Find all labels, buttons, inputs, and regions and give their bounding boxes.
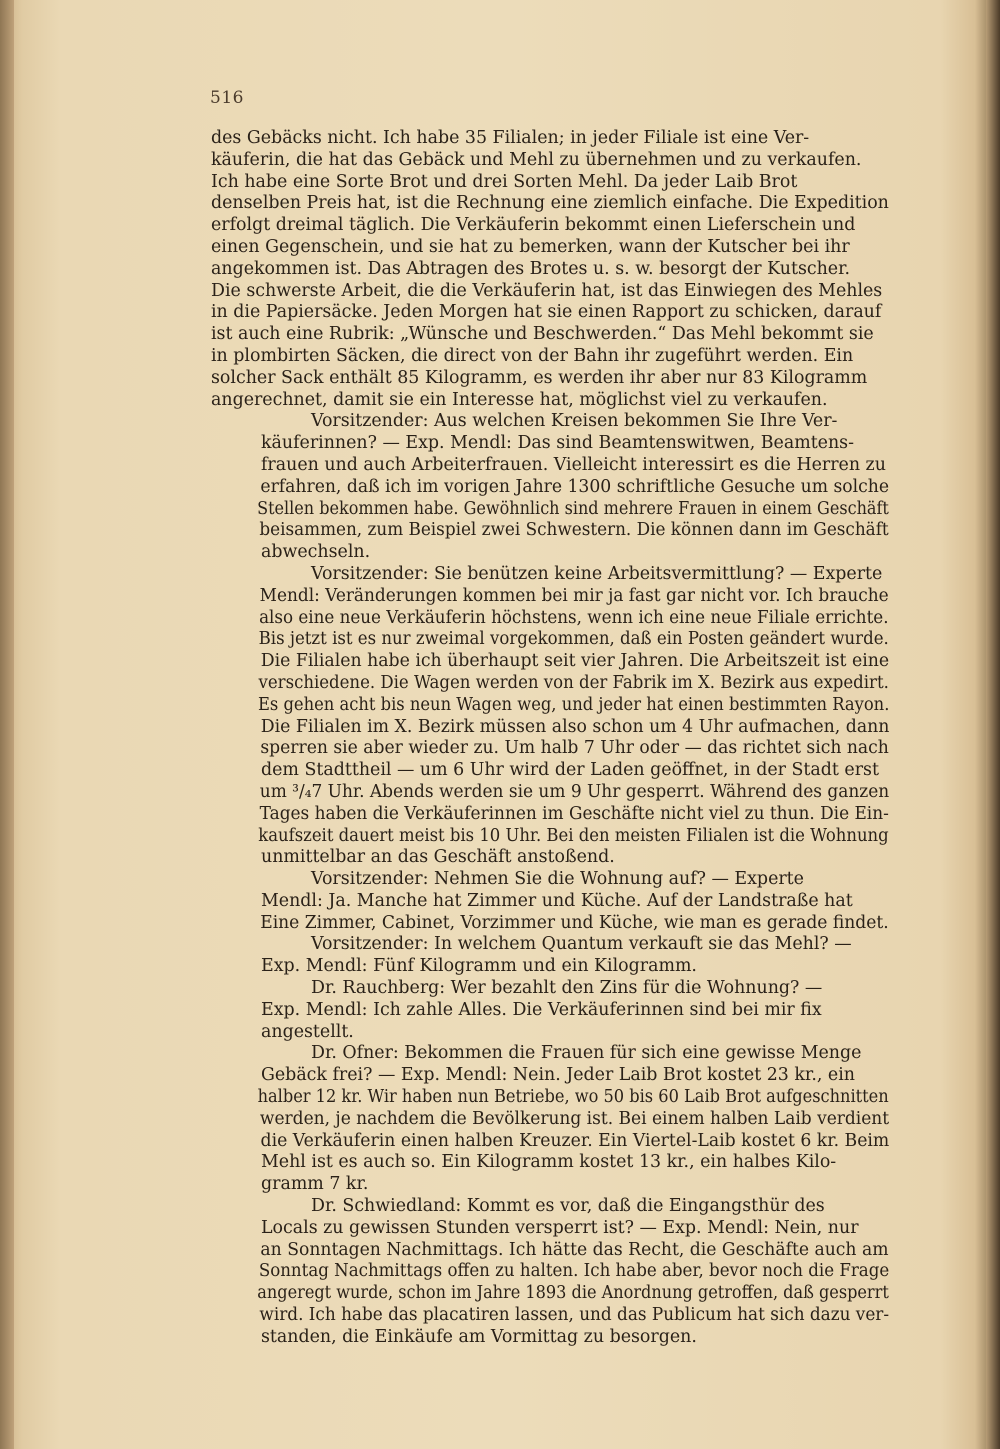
text-line: des Gebäcks nicht. Ich habe 35 Filialen; in jeder Filiale ist eine Ver- (211, 128, 810, 148)
text-line: Vorsitzender: Sie benützen keine Arbeitsvermittlung? — Experte (311, 563, 883, 584)
text-line: angerechnet, damit sie ein Interesse hat, möglichst viel zu verkaufen. (211, 389, 828, 410)
text-line: solcher Sack enthält 85 Kilogramm, es werden ihr aber nur 83 Kilogramm (211, 367, 868, 388)
text-line: sperren sie aber wieder zu. Um halb 7 Uhr oder — das richtet sich nach (260, 738, 889, 759)
paragraph (211, 1043, 889, 1196)
page-edge-shadow (986, 0, 1000, 1449)
text-line: werden, je nachdem die Bevölkerung ist. Bei einem halben Laib verdient (259, 1108, 890, 1129)
text-line: erfahren, daß ich im vorigen Jahre 1300 schriftliche Gesuche um solche (260, 476, 890, 497)
text-line: käuferinnen? — Exp. Mendl: Das sind Beamtenswitwen, Beamtens- (261, 433, 854, 454)
text-line: Eine Zimmer, Cabinet, Vorzimmer und Küche, wie man es gerade findet. (260, 912, 889, 933)
text-line: um ³/₄7 Uhr. Abends werden sie um 9 Uhr gesperrt. Während des ganzen (259, 781, 890, 802)
text-line: Exp. Mendl: Fünf Kilogramm und ein Kilogramm. (261, 956, 697, 977)
text-line: an Sonntagen Nachmittags. Ich hätte das Recht, die Geschäfte auch am (260, 1239, 889, 1260)
text-line: Vorsitzender: Aus welchen Kreisen bekommen Sie Ihre Ver- (311, 411, 838, 432)
text-line: Stellen bekommen habe. Gewöhnlich sind mehrere Frauen in einem Geschäft (257, 498, 889, 519)
text-line: standen, die Einkäufe am Vormittag zu besorgen. (261, 1326, 697, 1347)
text-line: ist auch eine Rubrik: „Wünsche und Beschwerden.“ Das Mehl bekommt sie (211, 324, 874, 345)
text-line: Dr. Rauchberg: Wer bezahlt den Zins für die Wohnung? — (311, 978, 823, 999)
paragraph (211, 1196, 889, 1349)
text-line: einen Gegenschein, und sie hat zu bemerken, wann der Kutscher bei ihr (211, 236, 850, 257)
text-line: Locals zu gewissen Stunden versperrt ist? — Exp. Mendl: Nein, nur (261, 1217, 859, 1238)
text-line: Ich habe eine Sorte Brot und drei Sorten Mehl. Da jeder Laib Brot (211, 171, 798, 192)
text-line: abwechseln. (261, 542, 371, 563)
paragraph (211, 564, 889, 869)
text-line: Sonntag Nachmittags offen zu halten. Ich habe aber, bevor noch die Frage (258, 1261, 890, 1282)
text-line: Vorsitzender: In welchem Quantum verkauft sie das Mehl? — (311, 934, 852, 955)
text-line: kaufszeit dauert meist bis 10 Uhr. Bei den meisten Filialen ist die Wohnung (258, 825, 889, 846)
text-line: die Verkäuferin einen halben Kreuzer. Ein Viertel-Laib kostet 6 kr. Beim (260, 1130, 890, 1151)
text-line: also eine neue Verkäuferin höchstens, wenn ich eine neue Filiale errichte. (259, 607, 889, 628)
text-line: dem Stadttheil — um 6 Uhr wird der Laden geöffnet, in der Stadt erst (261, 760, 879, 781)
text-line: Dr. Ofner: Bekommen die Frauen für sich eine gewisse Menge (311, 1043, 862, 1064)
book-spine-shadow (0, 0, 14, 1449)
paragraph (211, 411, 889, 564)
text-line: Tages haben die Verkäuferinnen im Geschäfte nicht viel zu thun. Die Ein- (259, 803, 889, 824)
text-line: Vorsitzender: Nehmen Sie die Wohnung auf? — Experte (311, 869, 804, 890)
text-line: verschiedene. Die Wagen werden von der Fabrik im X. Bezirk aus expedirt. (258, 672, 889, 693)
text-line: erfolgt dreimal täglich. Die Verkäuferin bekommt einen Lieferschein und (211, 215, 856, 236)
text-line: angekommen ist. Das Abtragen des Brotes u. s. w. besorgt der Kutscher. (211, 258, 851, 279)
text-line: angeregt wurde, schon im Jahre 1893 die Anordnung getroffen, daß gesperrt (257, 1283, 889, 1304)
paragraph (211, 978, 889, 1043)
paragraph (211, 128, 889, 411)
text-line: Mendl: Veränderungen kommen bei mir ja fast gar nicht vor. Ich brauche (259, 585, 889, 606)
text-line: gramm 7 kr. (261, 1174, 369, 1195)
text-line: Die Filialen im X. Bezirk müssen also schon um 4 Uhr aufmachen, dann (260, 716, 890, 737)
text-line: Dr. Schwiedland: Kommt es vor, daß die Eingangsthür des (311, 1196, 825, 1217)
text-line: denselben Preis hat, ist die Rechnung eine ziemlich einfache. Die Expedition (211, 193, 889, 214)
text-line: Die schwerste Arbeit, die die Verkäuferin hat, ist das Einwiegen des Mehles (211, 280, 883, 301)
text-line: Mehl ist es auch so. Ein Kilogramm kostet 13 kr., ein halbes Kilo- (261, 1152, 837, 1173)
text-line: Gebäck frei? — Exp. Mendl: Nein. Jeder Laib Brot kostet 23 kr., ein (261, 1065, 855, 1086)
body-text (211, 128, 889, 1349)
text-line: Bis jetzt ist es nur zweimal vorgekommen, daß ein Posten geändert wurde. (258, 629, 889, 650)
paragraph (211, 869, 889, 934)
page-number: 516 (210, 88, 244, 108)
text-line: in plombirten Säcken, die direct von der Bahn ihr zugeführt werden. Ein (211, 345, 854, 366)
text-line: käuferin, die hat das Gebäck und Mehl zu übernehmen und zu verkaufen. (211, 149, 862, 170)
paragraph (211, 934, 889, 978)
text-line: Exp. Mendl: Ich zahle Alles. Die Verkäuferinnen sind bei mir fix (261, 999, 822, 1020)
text-line: Die Filialen habe ich überhaupt seit vier Jahren. Die Arbeitszeit ist eine (260, 651, 890, 672)
text-line: Mendl: Ja. Manche hat Zimmer und Küche. Auf der Landstraße hat (261, 890, 853, 911)
text-line: halber 12 kr. Wir haben nun Betriebe, wo 50 bis 60 Laib Brot aufgeschnitten (257, 1087, 889, 1108)
text-line: beisammen, zum Beispiel zwei Schwestern. Die können dann im Geschäft (259, 520, 889, 541)
text-line: frauen und auch Arbeiterfrauen. Vielleicht interessirt es die Herren zu (261, 454, 886, 475)
text-line: wird. Ich habe das placatiren lassen, und das Publicum hat sich dazu ver- (259, 1305, 890, 1326)
text-line: Es gehen acht bis neun Wagen weg, und jeder hat einen bestimmten Rayon. (257, 694, 890, 715)
text-line: in die Papiersäcke. Jeden Morgen hat sie einen Rapport zu schicken, darauf (211, 302, 882, 323)
text-line: unmittelbar an das Geschäft anstoßend. (261, 847, 615, 868)
text-line: angestellt. (261, 1021, 354, 1042)
